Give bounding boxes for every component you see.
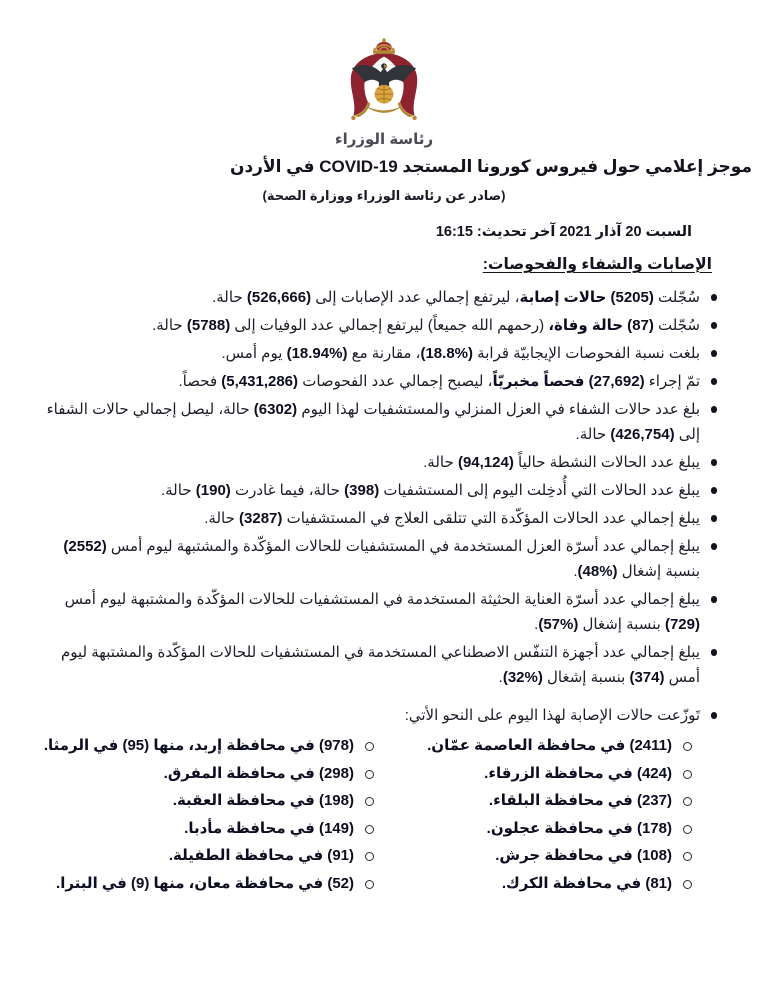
page-subtitle: (صادر عن رئاسة الوزراء ووزارة الصحة): [262, 188, 506, 203]
bullet-icon: [711, 322, 718, 329]
governorate-item: [18, 787, 380, 815]
governorate-item: [18, 870, 380, 898]
governorate-item-text: (178) في محافظة عجلون.: [486, 819, 672, 837]
section-heading-stats: الإصابات والشفاء والفحوصات:: [482, 256, 712, 273]
report-bullet-text: يبلغ إجمالي عدد الحالات المؤكّدة التي تتلقى العلاج في المستشفيات (3287) حالة.: [204, 510, 700, 527]
report-bullet-item: [28, 369, 722, 394]
governorate-item-text: (2411) في محافظة العاصمة عمّان.: [427, 737, 672, 754]
report-bullet-item: [28, 587, 722, 637]
governorate-item-text: (149) في محافظة مأدبا.: [184, 819, 354, 837]
governorate-item: [380, 760, 698, 788]
governorate-item: [18, 760, 380, 788]
governorate-item-text: (198) في محافظة العقبة.: [172, 792, 354, 809]
circle-bullet-icon: [683, 825, 692, 834]
report-bullet-text: بلغت نسبة الفحوصات الإيجابيّة قرابة (%18.8)، مقارنة مع (%18.94) يوم أمس.: [221, 345, 700, 362]
date-line: السبت 20 آذار 2021 آخر تحديث: 16:15: [435, 224, 692, 240]
distribution-block: [28, 703, 722, 728]
governorate-item: [380, 815, 698, 843]
bullet-icon: [711, 515, 718, 522]
governorate-item: [18, 732, 380, 760]
report-bullet-text: بلغ عدد حالات الشفاء في العزل المنزلي والمستشفيات لهذا اليوم (6302) حالة، ليصل إجمالي حالات الشفاء إلى (426,754) حالة.: [42, 401, 700, 443]
circle-bullet-icon: [365, 825, 374, 834]
governorate-item-text: (91) في محافظة الطفيلة.: [168, 847, 354, 864]
governorate-item-text: (237) في محافظة البلقاء.: [488, 792, 672, 809]
report-bullet-item: [28, 534, 722, 584]
bullet-icon: [711, 596, 718, 603]
circle-bullet-icon: [683, 852, 692, 861]
governorate-item: [380, 870, 698, 898]
distribution-intro: [28, 703, 722, 728]
bullet-icon: [711, 543, 718, 550]
page-title: موجز إعلامي حول فيروس كورونا المستجد COVID-19 في الأردن: [229, 157, 752, 176]
governorate-item: [380, 787, 698, 815]
report-bullet-text: يبلغ إجمالي عدد أسرّة العزل المستخدمة في المستشفيات للحالات المؤكّدة والمشتبهة ليوم أمس (2552) بنسبة إشغال (%48).: [59, 538, 700, 580]
bullet-icon: [711, 712, 718, 719]
distribution-intro-text: تَوزّعت حالات الإصابة لهذا اليوم على النحو الأتي:: [404, 707, 700, 724]
report-bullet-item: [28, 506, 722, 531]
bullet-icon: [711, 406, 718, 413]
bullet-icon: [711, 294, 718, 301]
governorate-column-right: [380, 732, 698, 897]
governorate-item-text: (978) في محافظة إربد، منها (95) في الرمثا.: [43, 737, 354, 754]
governorate-column-left: [18, 732, 380, 897]
bullet-icon: [711, 649, 718, 656]
logo-caption: رئاسة الوزراء: [334, 131, 434, 148]
circle-bullet-icon: [683, 770, 692, 779]
logo-block: [0, 0, 768, 148]
report-bullet-text: يبلغ عدد الحالات النشطة حالياً (94,124) حالة.: [423, 454, 700, 471]
report-bullet-item: [28, 313, 722, 338]
bullet-icon: [711, 350, 718, 357]
report-bullet-item: [28, 478, 722, 503]
governorate-item-text: (81) في محافظة الكرك.: [501, 874, 672, 892]
circle-bullet-icon: [365, 742, 374, 751]
stats-bullet-list: [28, 285, 722, 690]
report-bullet-item: [28, 341, 722, 366]
circle-bullet-icon: [365, 852, 374, 861]
report-bullet-text: يبلغ إجمالي عدد أجهزة التنفّس الاصطناعي المستخدمة في المستشفيات للحالات المؤكّدة والمشتبهة ليوم أمس (374) بنسبة إشغال (%32).: [56, 644, 700, 686]
report-bullet-text: يبلغ عدد الحالات التي أُدخِلت اليوم إلى المستشفيات (398) حالة، فيما غادرت (190) حالة.: [160, 482, 700, 499]
circle-bullet-icon: [365, 797, 374, 806]
governorate-item: [380, 732, 698, 760]
report-bullet-text: سُجّلت (5205) حالات إصابة، ليرتفع إجمالي عدد الإصابات إلى (526,666) حالة.: [212, 289, 700, 306]
circle-bullet-icon: [683, 880, 692, 889]
circle-bullet-icon: [365, 770, 374, 779]
bullet-icon: [711, 487, 718, 494]
report-bullet-item: [28, 640, 722, 690]
governorate-item-text: (424) في محافظة الزرقاء.: [484, 764, 672, 782]
report-bullet-item: [28, 397, 722, 447]
circle-bullet-icon: [683, 742, 692, 751]
report-bullet-text: سُجّلت (87) حالة وفاة، (رحمهم الله جميعاً) ليرتفع إجمالي عدد الوفيات إلى (5788) حالة.: [152, 317, 700, 334]
bullet-icon: [711, 459, 718, 466]
report-bullet-text: يبلغ إجمالي عدد أسرّة العناية الحثيثة المستخدمة في المستشفيات للحالات المؤكّدة والمشتبهة ليوم أمس (729) بنسبة إشغال (%57).: [60, 591, 700, 633]
governorate-item: [18, 842, 380, 870]
governorate-item-text: (52) في محافظة معان، منها (9) في البترا.: [56, 874, 354, 892]
governorate-columns: [18, 732, 698, 897]
report-bullet-text: تمّ إجراء (27,692) فحصاً مخبريّاً، ليصبح إجمالي عدد الفحوصات (5,431,286) فحصاً.: [178, 373, 700, 390]
governorate-item-text: (108) في محافظة جرش.: [495, 847, 672, 864]
governorate-item-text: (298) في محافظة المفرق.: [163, 764, 354, 782]
bullet-icon: [711, 378, 718, 385]
report-bullet-item: [28, 285, 722, 310]
governorate-item: [18, 815, 380, 843]
jordan-coat-of-arms-logo: [333, 38, 435, 124]
circle-bullet-icon: [683, 797, 692, 806]
report-bullet-item: [28, 450, 722, 475]
circle-bullet-icon: [365, 880, 374, 889]
governorate-item: [380, 842, 698, 870]
